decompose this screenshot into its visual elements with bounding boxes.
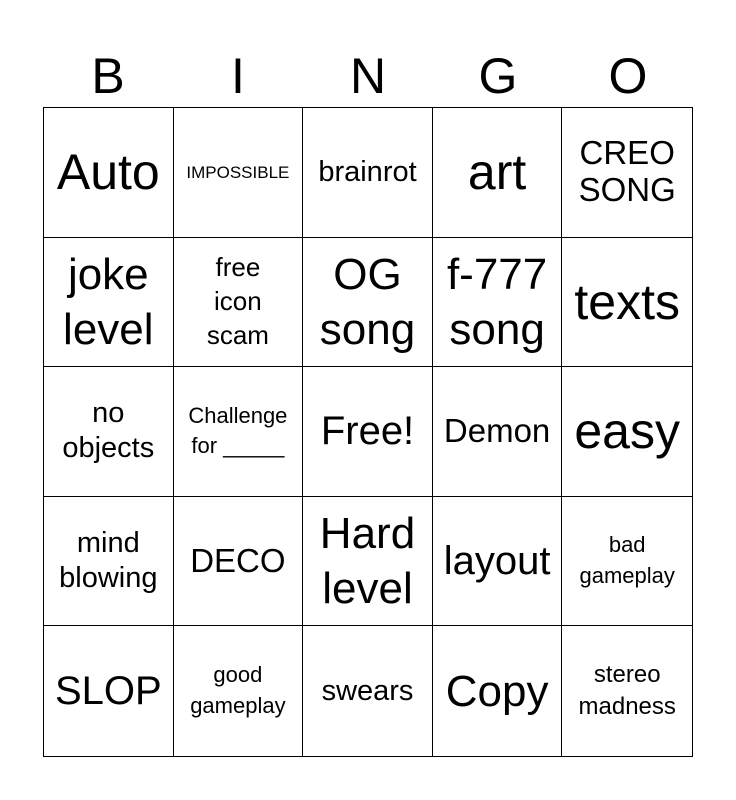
header-letter-g: G xyxy=(478,48,518,104)
bingo-cell: easy xyxy=(562,367,692,497)
bingo-cell: SLOP xyxy=(44,626,174,756)
bingo-cell: brainrot xyxy=(303,108,433,238)
bingo-cell: stereo madness xyxy=(578,660,676,721)
bingo-cell: OG song xyxy=(303,238,433,368)
bingo-cell: bad gameplay xyxy=(562,497,692,627)
bingo-cell: Copy xyxy=(433,626,563,756)
bingo-cell: swears xyxy=(303,626,433,756)
bingo-cell: layout xyxy=(433,497,563,627)
bingo-cell: Auto xyxy=(44,108,174,238)
bingo-cell: Hard level xyxy=(303,497,433,627)
bingo-cell: joke level xyxy=(44,238,174,368)
bingo-cell: texts xyxy=(562,238,692,368)
bingo-cell: mind blowing xyxy=(44,497,174,627)
bingo-cell: CREO SONG xyxy=(562,108,692,238)
bingo-cell: IMPOSSIBLE xyxy=(174,108,304,238)
bingo-cell: DECO xyxy=(174,497,304,627)
header-letter-n: N xyxy=(349,48,387,104)
bingo-card-grid xyxy=(43,107,693,757)
bingo-cell: good gameplay xyxy=(174,626,304,756)
bingo-cell: art xyxy=(433,108,563,238)
bingo-header xyxy=(43,48,693,104)
header-letter-i: I xyxy=(231,48,245,104)
bingo-cell: Demon xyxy=(433,367,563,497)
bingo-cell: Free! xyxy=(303,367,433,497)
header-letter-o: O xyxy=(608,48,648,104)
bingo-cell: f-777 song xyxy=(433,238,563,368)
bingo-cell: free icon scam xyxy=(174,238,304,368)
bingo-cell: no objects xyxy=(44,367,174,497)
header-letter-b: B xyxy=(91,48,125,104)
bingo-cell: Challenge for _____ xyxy=(174,367,304,497)
